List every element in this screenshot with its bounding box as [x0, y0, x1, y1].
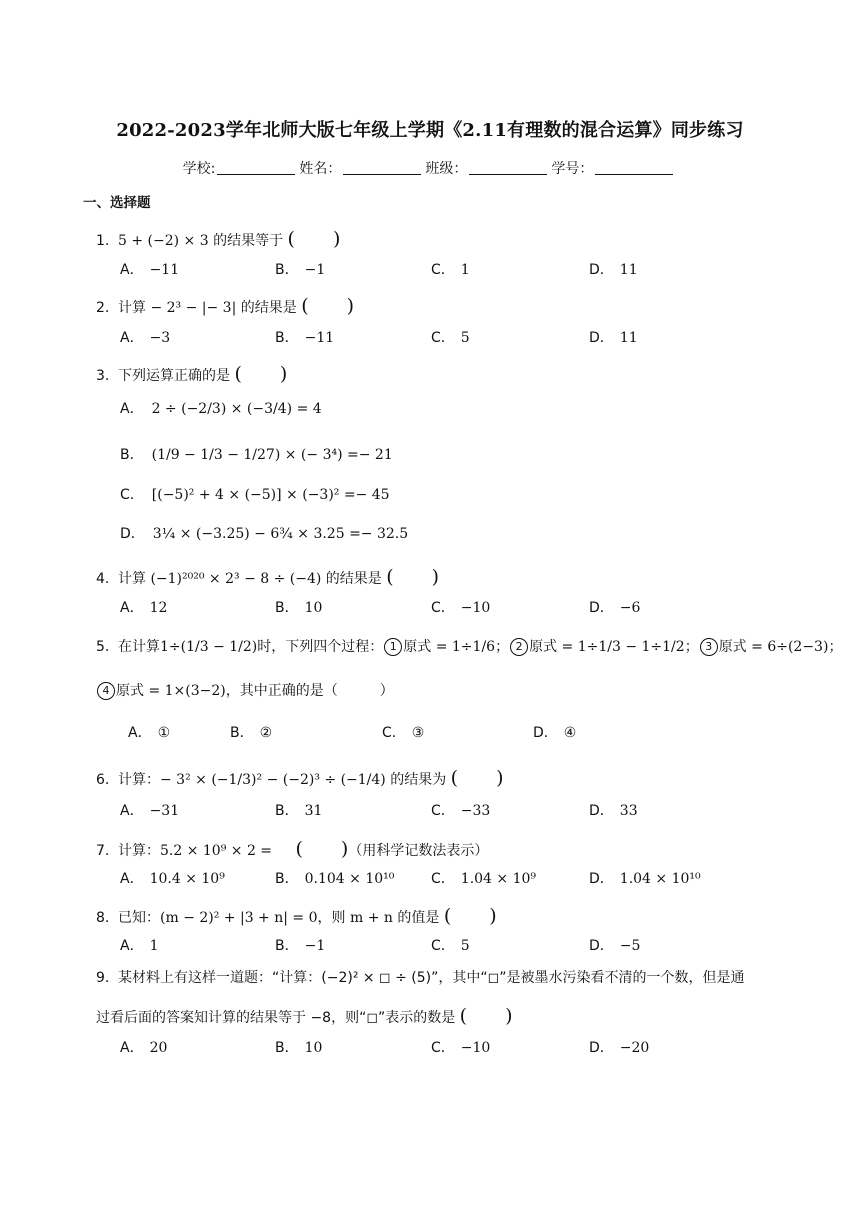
answer-bracket: ( ): [443, 905, 497, 927]
option-b[interactable]: B． −1: [275, 938, 326, 954]
option-a[interactable]: A． −11: [120, 262, 180, 278]
option-c[interactable]: C． 5: [431, 330, 470, 346]
question-3: 3. 下列运算正确的是 ( ): [96, 363, 288, 385]
section-heading: 一、选择题: [83, 195, 151, 211]
option-c[interactable]: C． −10: [431, 1040, 491, 1056]
option-c[interactable]: C． 5: [431, 938, 470, 954]
circled-2: 2: [510, 638, 528, 656]
option-d[interactable]: D． −6: [589, 600, 641, 616]
option-d[interactable]: D． 1.04 × 10¹⁰: [589, 871, 701, 887]
question-4: 4. 计算 (−1)²⁰²⁰ × 2³ − 8 ÷ (−4) 的结果是 ( ): [96, 566, 440, 588]
option-b[interactable]: B． 10: [275, 1040, 323, 1056]
school-label: 学校:: [182, 161, 216, 177]
option-d[interactable]: D． 11: [589, 330, 638, 346]
question-number: 1.: [96, 233, 110, 249]
number-blank: [595, 162, 673, 175]
question-9-line-2: 过看后面的答案知计算的结果等于 −8，则“◻”表示的数是 ( ): [96, 1005, 513, 1027]
question-2: 2. 计算 − 2³ − |− 3| 的结果是 ( ): [96, 295, 355, 317]
question-8: 8. 已知：(m − 2)² + |3 + n| = 0，则 m + n 的值是 ( ): [96, 905, 497, 927]
question-1: [96, 224, 340, 251]
option-d[interactable]: D． 33: [589, 803, 638, 819]
option-d[interactable]: D． −5: [589, 938, 641, 954]
page-title: 2022-2023学年北师大版七年级上学期《2.11有理数的混合运算》同步练习: [116, 120, 744, 141]
answer-bracket: ( ): [276, 838, 349, 860]
question-expression: 5.2 × 10⁹ × 2 =: [160, 843, 273, 859]
question-5-line-2: 4 原式 = 1×(3−2)，其中正确的是（ ）: [96, 680, 394, 700]
question-expression: (m − 2)² + |3 + n| = 0: [160, 910, 318, 926]
option-b[interactable]: B． ②: [230, 725, 273, 741]
school-blank: [217, 162, 295, 175]
option-b[interactable]: B． (1/9 − 1/3 − 1/27) × (− 3⁴) =− 21: [120, 447, 393, 463]
option-c[interactable]: C． [(−5)² + 4 × (−5)] × (−3)² =− 45: [120, 487, 390, 503]
circled-3: 3: [700, 638, 718, 656]
answer-bracket: ( ): [301, 295, 355, 317]
circled-1: 1: [384, 638, 402, 656]
question-expression: − 2³ − |− 3|: [150, 300, 237, 316]
question-expression: (−1)²⁰²⁰ × 2³ − 8 ÷ (−4): [150, 571, 322, 587]
option-b[interactable]: B． −11: [275, 330, 335, 346]
question-expression: − 3² × (−1/3)² − (−2)³ ÷ (−1/4): [160, 772, 386, 788]
class-blank: [469, 162, 547, 175]
option-c[interactable]: C． −33: [431, 803, 491, 819]
question-text: 的结果等于: [208, 233, 284, 249]
option-a[interactable]: A． ①: [128, 725, 171, 741]
question-9: 9. 某材料上有这样一道题：“计算：(−2)² × ◻ ÷ (5)”，其中“◻”是被墨水污染看不清的一个数，但是通: [96, 970, 745, 986]
option-b[interactable]: B． −1: [275, 262, 326, 278]
question-6: 6. 计算：− 3² × (−1/3)² − (−2)³ ÷ (−1/4) 的结果为 ( ): [96, 767, 504, 789]
option-c[interactable]: C． −10: [431, 600, 491, 616]
answer-bracket: ( ): [234, 363, 288, 385]
answer-bracket: ( ): [459, 1005, 513, 1027]
answer-bracket: ( ): [287, 228, 341, 250]
option-a[interactable]: A． 12: [120, 600, 168, 616]
option-c[interactable]: C． ③: [382, 725, 425, 741]
option-b[interactable]: B． 31: [275, 803, 323, 819]
option-a[interactable]: A． 10.4 × 10⁹: [120, 871, 225, 887]
question-expression: 1÷(1/3 − 1/2): [160, 639, 258, 655]
number-label: 学号：: [551, 161, 594, 177]
class-label: 班级：: [425, 161, 468, 177]
option-d[interactable]: D． ④: [533, 725, 577, 741]
option-a[interactable]: A． 20: [120, 1040, 168, 1056]
option-d[interactable]: D． −20: [589, 1040, 650, 1056]
option-a[interactable]: A． −3: [120, 330, 171, 346]
circled-4: 4: [97, 682, 115, 700]
option-b[interactable]: B． 10: [275, 600, 323, 616]
student-info-line: [0, 158, 860, 178]
option-a[interactable]: A． 1: [120, 938, 159, 954]
option-c[interactable]: C． 1.04 × 10⁹: [431, 871, 537, 887]
question-expression: 5 + (−2) × 3: [118, 233, 209, 249]
option-a[interactable]: A． −31: [120, 803, 180, 819]
option-a[interactable]: A． 2 ÷ (−2/3) × (−3/4) = 4: [120, 401, 322, 417]
question-7: 7. 计算：5.2 × 10⁹ × 2 = ( )（用科学记数法表示）: [96, 838, 489, 860]
answer-bracket: ( ): [386, 566, 440, 588]
question-5: 5. 在计算1÷(1/3 − 1/2)时，下列四个过程： 1 原式 = 1÷1/6； 2 原式 = 1÷1/3 − 1÷1/2； 3 原式 = 6÷(2−3)；: [96, 639, 843, 655]
option-d[interactable]: D． 11: [589, 262, 638, 278]
name-label: 姓名：: [299, 161, 342, 177]
name-blank: [343, 162, 421, 175]
option-c[interactable]: C． 1: [431, 262, 470, 278]
answer-bracket: ( ): [450, 767, 504, 789]
option-b[interactable]: B． 0.104 × 10¹⁰: [275, 871, 395, 887]
option-d[interactable]: D． 3¼ × (−3.25) − 6¾ × 3.25 =− 32.5: [120, 526, 409, 542]
